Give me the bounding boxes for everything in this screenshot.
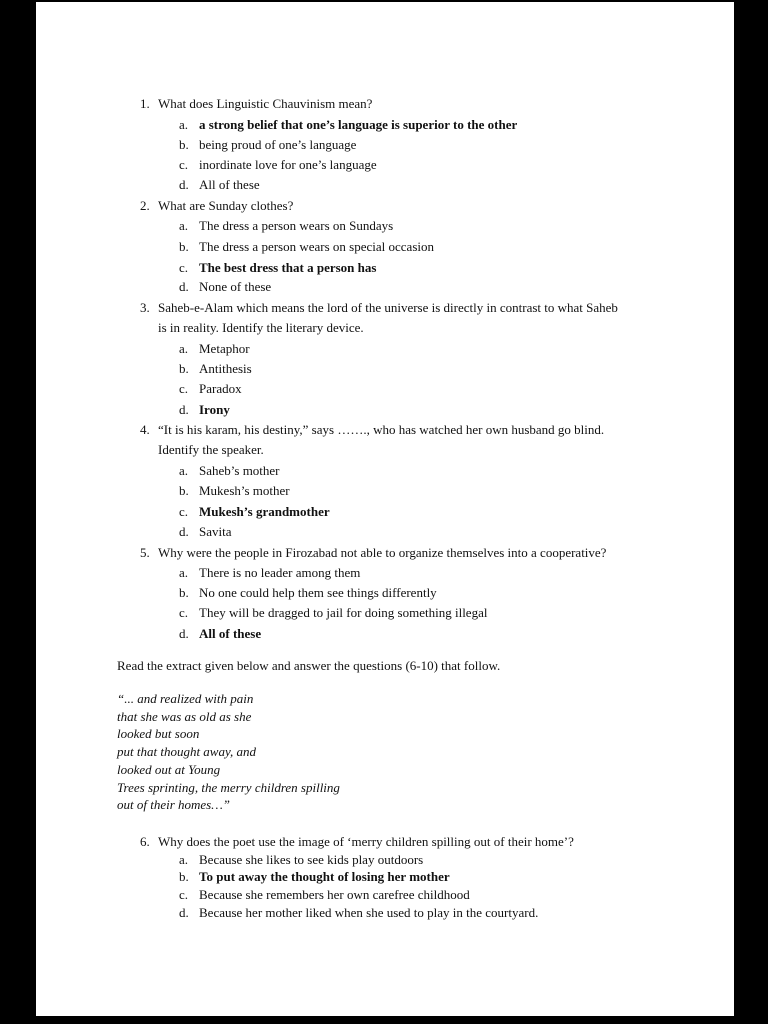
question-text: What are Sunday clothes? <box>158 198 294 213</box>
option-letter: c. <box>179 381 189 396</box>
poem-line: “... and realized with pain <box>117 691 254 706</box>
option-text: The best dress that a person has <box>199 260 377 275</box>
option-letter: b. <box>179 239 189 254</box>
question-text: What does Linguistic Chauvinism mean? <box>158 96 373 111</box>
option-text: Paradox <box>199 381 242 396</box>
option-letter: c. <box>179 605 189 620</box>
question-text-line-2: Identify the speaker. <box>158 442 264 457</box>
option-text: inordinate love for one’s language <box>199 157 377 172</box>
question-number: 5. <box>140 545 150 560</box>
option-letter: d. <box>179 177 189 192</box>
question-number: 4. <box>140 422 150 437</box>
option-letter: c. <box>179 260 189 275</box>
option-text: Mukesh’s mother <box>199 483 290 498</box>
option-text: being proud of one’s language <box>199 137 357 152</box>
option-text: All of these <box>199 626 262 641</box>
option-letter: c. <box>179 157 189 172</box>
option-text: Metaphor <box>199 341 250 356</box>
question-number: 1. <box>140 96 150 111</box>
question-number: 6. <box>140 834 150 849</box>
poem-line: Trees sprinting, the merry children spilling <box>117 779 340 795</box>
option-text: The dress a person wears on special occasion <box>199 239 434 254</box>
option-letter: a. <box>179 463 189 478</box>
question-text: Why does the poet use the image of ‘merry children spilling out of their home’? <box>158 834 574 849</box>
question-number: 2. <box>140 198 150 213</box>
question-text: Why were the people in Firozabad not able to organize themselves into a cooperative? <box>158 545 607 560</box>
question-number: 3. <box>140 300 150 315</box>
option-text: They will be dragged to jail for doing something illegal <box>199 605 488 620</box>
option-letter: b. <box>179 869 189 884</box>
option-text: Savita <box>199 524 232 539</box>
question-text-line-1: Saheb-e-Alam which means the lord of the universe is directly in contrast to what Saheb <box>158 300 618 315</box>
option-text: All of these <box>199 177 260 192</box>
option-letter: b. <box>179 483 189 498</box>
option-text: The dress a person wears on Sundays <box>199 218 394 233</box>
option-letter: a. <box>179 852 189 867</box>
option-text: Because she likes to see kids play outdoors <box>199 852 424 867</box>
question-text-line-2: is in reality. Identify the literary device. <box>158 320 364 335</box>
option-text: Saheb’s mother <box>199 463 280 478</box>
option-letter: d. <box>179 524 189 539</box>
option-text: a strong belief that one’s language is superior to the other <box>199 117 518 132</box>
option-letter: a. <box>179 565 189 580</box>
option-letter: c. <box>179 887 189 902</box>
option-letter: a. <box>179 117 189 132</box>
question-text-line-1: “It is his karam, his destiny,” says ……., who has watched her own husband go blind. <box>158 422 605 437</box>
poem-line: put that thought away, and <box>117 744 257 760</box>
poem-line: looked out at Young <box>117 761 221 777</box>
option-letter: b. <box>179 361 189 376</box>
poem-line: looked but soon <box>117 726 200 742</box>
option-text: To put away the thought of losing her mother <box>199 869 450 884</box>
document-page <box>36 2 734 1016</box>
extract-instruction: Read the extract given below and answer the questions (6-10) that follow. <box>117 658 501 673</box>
option-letter: b. <box>179 137 189 152</box>
option-text: Because she remembers her own carefree childhood <box>199 887 470 902</box>
option-letter: c. <box>179 504 189 519</box>
option-text: Because her mother liked when she used to play in the courtyard. <box>199 905 539 920</box>
option-letter: d. <box>179 279 189 294</box>
option-text: Irony <box>199 402 230 417</box>
option-text: Mukesh’s grandmother <box>199 504 330 519</box>
option-letter: b. <box>179 585 189 600</box>
option-letter: a. <box>179 341 189 356</box>
option-letter: a. <box>179 218 189 233</box>
poem-line: that she was as old as she <box>117 708 252 724</box>
option-letter: d. <box>179 402 189 417</box>
poem-extract <box>117 690 340 814</box>
option-text: There is no leader among them <box>199 565 361 580</box>
option-letter: d. <box>179 905 189 920</box>
option-text: Antithesis <box>199 361 252 376</box>
option-letter: d. <box>179 626 189 641</box>
poem-line: out of their homes…” <box>117 797 231 813</box>
option-text: No one could help them see things differently <box>199 585 437 600</box>
option-text: None of these <box>199 279 272 294</box>
